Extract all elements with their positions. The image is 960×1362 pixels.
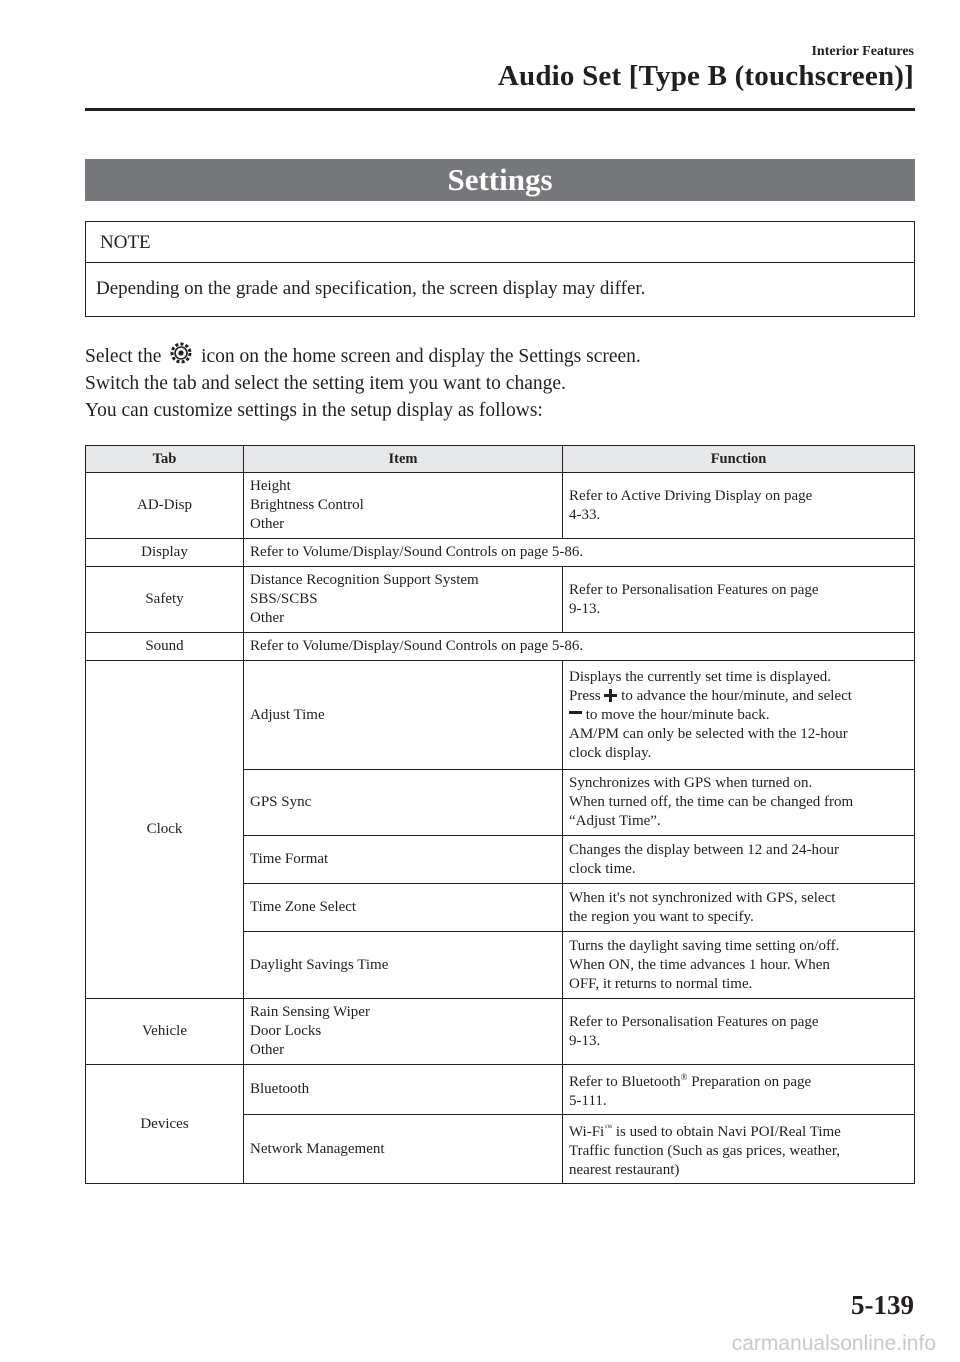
- function-text: to move the hour/minute back.: [582, 706, 770, 723]
- item-cell: Network Management: [244, 1115, 563, 1184]
- table-row: [86, 473, 915, 539]
- function-line: 4-33.: [569, 506, 601, 523]
- item-cell: [244, 567, 563, 633]
- function-cell: [563, 567, 915, 633]
- function-text: Press: [569, 687, 605, 704]
- function-cell: [563, 1065, 915, 1115]
- function-cell: Refer to Volume/Display/Sound Controls on page 5-86.: [244, 539, 915, 567]
- item-line: SBS/SCBS: [250, 591, 318, 607]
- intro-line3: You can customize settings in the setup display as follows:: [85, 400, 543, 421]
- trademark-mark: ™: [604, 1123, 613, 1132]
- function-cell: [563, 999, 915, 1065]
- function-line: [569, 1068, 908, 1092]
- header-rule: [85, 108, 915, 111]
- settings-table: [85, 445, 915, 1184]
- table-row: [86, 567, 915, 633]
- item-line: Other: [250, 516, 285, 532]
- intro-line1-pre: Select the: [85, 346, 167, 367]
- watermark: carmanualsonline.info: [731, 1332, 936, 1355]
- item-line: Brightness Control: [250, 497, 364, 513]
- function-line: Refer to Personalisation Features on page: [569, 1013, 819, 1030]
- function-line: Turns the daylight saving time setting on/off.: [569, 937, 840, 954]
- function-line: When turned off, the time can be changed from: [569, 794, 854, 810]
- function-line: AM/PM can only be selected with the 12-hour: [569, 725, 848, 742]
- function-line: [569, 706, 908, 725]
- function-line: Traffic function (Such as gas prices, weather,: [569, 1143, 840, 1159]
- note-divider: [86, 262, 914, 263]
- item-cell: [244, 473, 563, 539]
- function-text: Wi-Fi: [569, 1124, 605, 1140]
- function-line: “Adjust Time”.: [569, 813, 661, 829]
- function-line: OFF, it returns to normal time.: [569, 975, 753, 992]
- page-title: Audio Set [Type B (touchscreen)]: [497, 60, 914, 92]
- intro-line2: Switch the tab and select the setting item you want to change.: [85, 373, 566, 394]
- plus-icon: [604, 689, 617, 702]
- item-cell: [244, 999, 563, 1065]
- function-cell: [563, 661, 915, 770]
- tab-cell: Vehicle: [86, 999, 244, 1065]
- function-cell: [563, 1115, 915, 1184]
- page-number: 5-139: [851, 1290, 914, 1320]
- item-line: Door Locks: [250, 1023, 322, 1039]
- item-cell: Adjust Time: [244, 661, 563, 770]
- table-header-row: [86, 446, 915, 473]
- table-row: [86, 999, 915, 1065]
- tab-cell: Safety: [86, 567, 244, 633]
- function-line: the region you want to specify.: [569, 908, 754, 925]
- function-line: Synchronizes with GPS when turned on.: [569, 775, 813, 791]
- function-line: 5-111.: [569, 1093, 607, 1109]
- tab-cell: Clock: [86, 661, 244, 999]
- note-box: [85, 221, 915, 317]
- intro-text: [85, 341, 641, 424]
- item-line: Rain Sensing Wiper: [250, 1004, 370, 1020]
- minus-icon: [569, 708, 582, 721]
- function-cell: Refer to Volume/Display/Sound Controls on page 5-86.: [244, 633, 915, 661]
- note-text: Depending on the grade and specification, the screen display may differ.: [96, 278, 646, 299]
- section-banner: Settings: [85, 159, 915, 201]
- function-cell: [563, 836, 915, 884]
- table-row: [86, 539, 915, 567]
- function-cell: [563, 770, 915, 836]
- section-label: Interior Features: [811, 44, 914, 59]
- function-cell: [563, 932, 915, 999]
- function-line: [569, 1118, 908, 1142]
- function-line: clock display.: [569, 744, 652, 761]
- tab-cell: Display: [86, 539, 244, 567]
- tab-cell: Sound: [86, 633, 244, 661]
- function-line: 9-13.: [569, 600, 601, 617]
- header-function: Function: [563, 446, 915, 473]
- item-cell: Bluetooth: [244, 1065, 563, 1115]
- item-cell: Time Format: [244, 836, 563, 884]
- function-line: nearest restaurant): [569, 1162, 680, 1178]
- item-line: Other: [250, 1042, 285, 1058]
- function-line: Refer to Active Driving Display on page: [569, 487, 813, 504]
- intro-line1-post: icon on the home screen and display the Settings screen.: [196, 346, 641, 367]
- header-item: Item: [244, 446, 563, 473]
- registered-mark: ®: [680, 1072, 688, 1082]
- function-line: When ON, the time advances 1 hour. When: [569, 956, 830, 973]
- item-line: Height: [250, 478, 291, 494]
- function-line: Changes the display between 12 and 24-hour: [569, 841, 839, 858]
- function-line: [569, 687, 908, 706]
- note-title: NOTE: [100, 232, 151, 253]
- item-cell: Time Zone Select: [244, 884, 563, 932]
- function-text: is used to obtain Navi POI/Real Time: [612, 1124, 841, 1140]
- item-cell: Daylight Savings Time: [244, 932, 563, 999]
- function-line: Refer to Personalisation Features on page: [569, 581, 819, 598]
- table-row: [86, 633, 915, 661]
- function-cell: [563, 473, 915, 539]
- header-tab: Tab: [86, 446, 244, 473]
- table-row: [86, 1065, 915, 1115]
- gear-icon: [166, 341, 196, 365]
- function-line: 9-13.: [569, 1032, 601, 1049]
- function-text: to advance the hour/minute, and select: [617, 687, 852, 704]
- item-line: Distance Recognition Support System: [250, 572, 479, 588]
- function-text: Refer to Bluetooth: [569, 1074, 681, 1090]
- item-line: Other: [250, 610, 285, 626]
- function-cell: [563, 884, 915, 932]
- function-line: Displays the currently set time is displayed.: [569, 668, 832, 685]
- function-line: clock time.: [569, 860, 636, 877]
- tab-cell: Devices: [86, 1065, 244, 1184]
- item-cell: GPS Sync: [244, 770, 563, 836]
- function-line: When it's not synchronized with GPS, select: [569, 889, 836, 906]
- function-text: Preparation on page: [687, 1074, 812, 1090]
- tab-cell: AD-Disp: [86, 473, 244, 539]
- table-row: [86, 661, 915, 770]
